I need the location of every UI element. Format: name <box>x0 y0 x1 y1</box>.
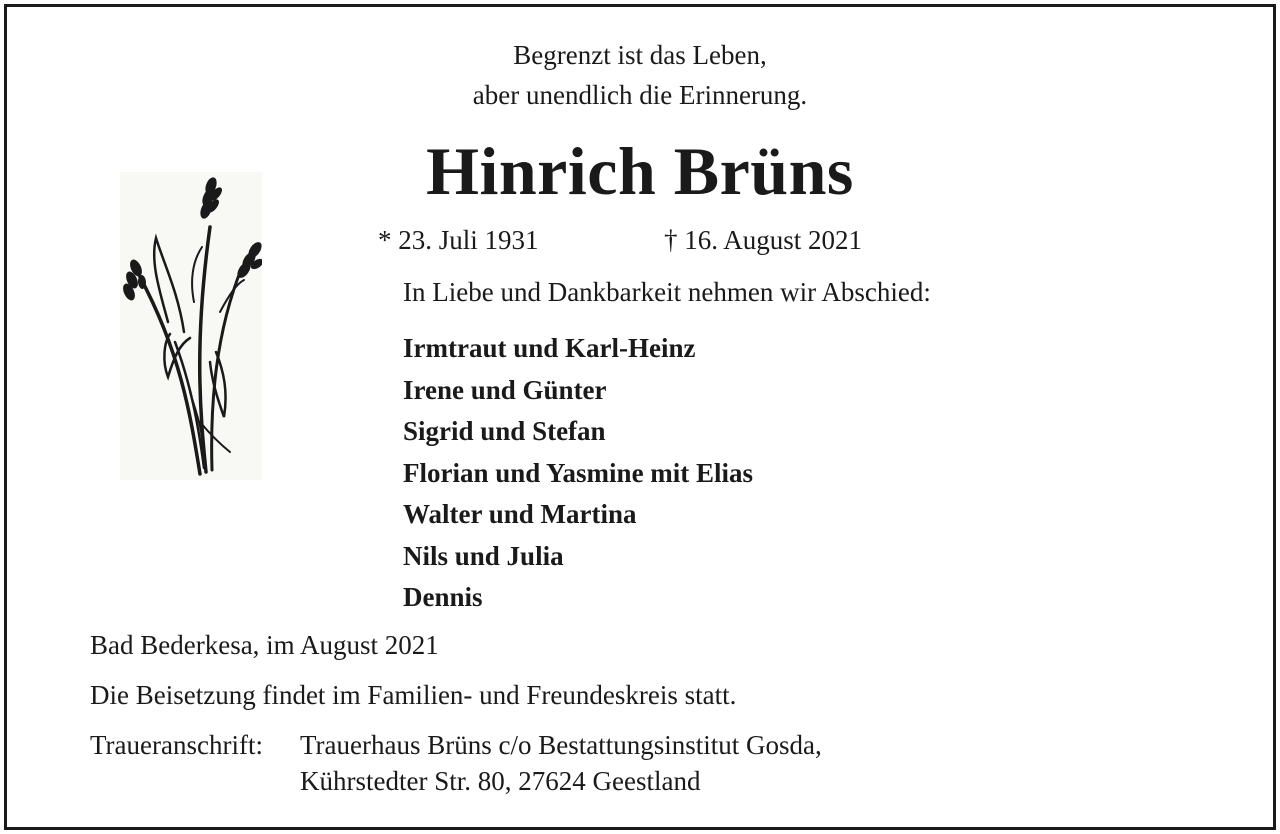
motto-line-1: Begrenzt ist das Leben, <box>513 40 767 70</box>
address-line-1: Trauerhaus Brüns c/o Bestattungsinstitut Gosda, <box>300 730 822 760</box>
wheat-icon <box>120 172 262 480</box>
deceased-name: Hinrich Brüns <box>426 133 854 209</box>
place-date: Bad Bederkesa, im August 2021 <box>90 630 439 660</box>
address-line-2: Kührstedter Str. 80, 27624 Geestland <box>300 766 701 796</box>
mourner-name: Nils und Julia <box>403 540 564 571</box>
farewell-text: In Liebe und Dankbarkeit nehmen wir Abschied: <box>403 277 931 307</box>
death-date: † 16. August 2021 <box>664 225 863 255</box>
wheat-decoration <box>120 172 262 480</box>
mourner-name: Irene und Günter <box>403 374 607 405</box>
mourner-name: Walter und Martina <box>403 499 637 529</box>
motto-line-2: aber unendlich die Erinnerung. <box>472 80 808 110</box>
mourner-name: Sigrid und Stefan <box>403 416 606 446</box>
address-label: Traueranschrift: <box>90 730 263 760</box>
mourners-list <box>403 328 753 619</box>
mourner-name: Florian und Yasmine mit Elias <box>403 457 754 488</box>
mourner-name: Irmtraut und Karl-Heinz <box>403 333 696 363</box>
birth-date: * 23. Juli 1931 <box>378 225 539 255</box>
mourner-name: Dennis <box>403 582 483 612</box>
funeral-note: Die Beisetzung findet im Familien- und Freundeskreis statt. <box>90 680 737 710</box>
